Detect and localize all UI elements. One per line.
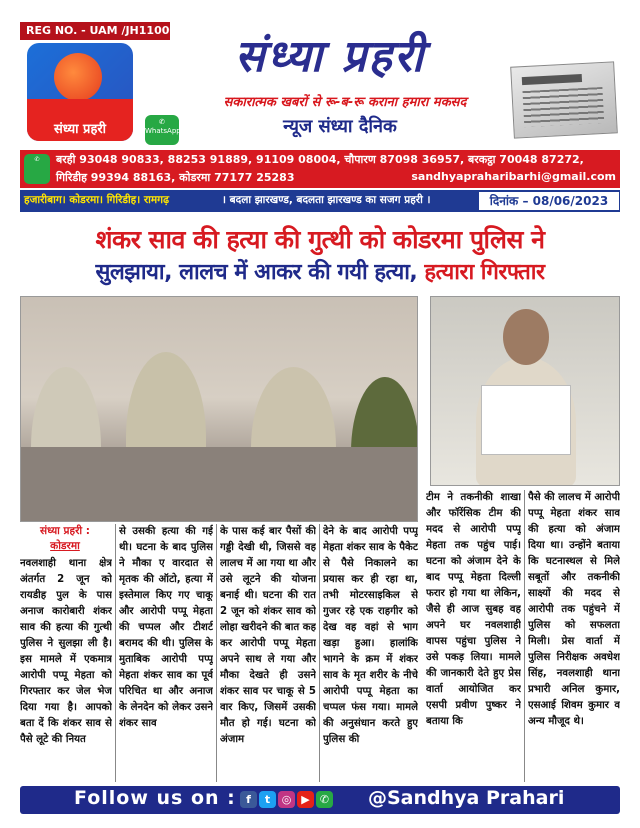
instagram-icon[interactable]: ◎	[278, 791, 295, 808]
whatsapp-footer-icon[interactable]: ✆	[316, 791, 333, 808]
email-address[interactable]: sandhyapraharibarhi@gmail.com	[411, 170, 616, 183]
headline-line-1: शंकर साव की हत्या की गुत्थी को कोडरमा पुलिस ने	[95, 225, 545, 254]
tagline: सकारात्मक खबरों से रू-ब-रू कराना हमारा मकसद	[223, 95, 467, 110]
byline	[20, 524, 110, 554]
whatsapp-label: WhatsApp	[145, 127, 181, 135]
article-column-5: टीम ने तकनीकी शाखा और फॉरेंसिक टीम की मदद से आरोपी पप्पू मेहता तक पहुंच पाई। घटना को अंजाम देने के बाद पप्पू मेहता दिल्ली फरार हो गया था लेकिन, जैसे ही आज सुबह वह अपने घर नवलशाही वापस पहुंचा पुलिस ने उसे पकड़ लिया। मामले की जानकारी देते हुए प्रेस वार्ता आयोजित कर एसपी प्रवीण पुष्कर ने बताया कि	[426, 492, 521, 727]
social-handle[interactable]: @Sandhya Prahari	[368, 787, 565, 809]
whatsapp-icon: ✆ WhatsApp	[145, 115, 179, 145]
article-column-6: पैसे की लालच में आरोपी पप्पू मेहता शंकर साव की हत्या को अंजाम दिया था। उन्होंने बताया कि घटनास्थल से मिले सबूतों और तकनीकी साक्ष्यों की मदद से आरोपी तक पहुंचने में पुलिस को सफलता मिली। प्रेस वार्ता में पुलिस निरीक्षक अवधेश सिंह, नवलशाही थाना प्रभारी अनिल कुमार, एसआई शिवम कुमार व अन्य मौजूद थे।	[528, 492, 620, 727]
phone-numbers-line-1: बरही 93048 90833, 88253 91889, 91109 08004, चौपारण 87098 36957, बरकट्ठा 70048 87272,	[56, 153, 584, 166]
follow-us-label: Follow us on :	[74, 787, 236, 809]
daily-label: न्यूज संध्या दैनिक	[283, 116, 397, 137]
newspaper-icon	[510, 61, 618, 138]
facebook-icon[interactable]: f	[240, 791, 257, 808]
article-column-4: देने के बाद आरोपी पप्पू मेहता शंकर साव के पैकेट से पैसे निकालने का प्रयास कर ही रहा था, तभी मोटरसाइकिल से गुजर रहे एक राहगीर को देख वह वहां से भाग खड़ा हुआ। हालांकि भागने के क्रम में शंकर साव के मृत शरीर के नीचे आरोपी पप्पू मेहता का चप्पल फंस गया। मामले की अनुसंधान करते हुए पुलिस की	[323, 526, 418, 745]
globe-icon	[54, 53, 102, 101]
headline-part-b: हत्यारा गिरफ्तार	[424, 260, 545, 285]
article-column-1: नवलशाही थाना क्षेत्र अंतर्गत 2 जून को रायडीह पुल के पास अनाज कारोबारी शंकर साव की हत्या की गुत्थी पुलिस ने सुलझा ली है। इस मामले में एकमात्र आरोपी पप्पू मेहता को गिरफ्तार कर जेल भेज दिया गया है। आपको बता दें कि शंकर साव से पैसे लूटे की नियत	[20, 558, 112, 745]
newspaper-title: संध्या प्रहरी	[234, 31, 426, 82]
column-divider	[216, 524, 217, 782]
youtube-icon[interactable]: ▶	[297, 791, 314, 808]
accused-photo	[430, 296, 620, 486]
column-divider	[115, 524, 116, 782]
article-column-3: के पास कई बार पैसों की गड्डी देखी थी, जिससे वह लालच में आ गया था और उसे लूटने की योजना बनाई थी। घटना की रात 2 जून को शंकर साव को लोहा खरीदने की बात कह कर आरोपी पप्पू मेहता अपने साथ ले गया और मौका देखते ही उसने शंकर साव पर चाकू से 5 वार किए, जिसमें उसकी मौत हो गई। घटना को अंजाम	[220, 526, 316, 745]
column-divider	[524, 490, 525, 782]
headline-line-2	[20, 256, 620, 286]
issue-date: दिनांक – 08/06/2023	[478, 191, 620, 211]
placard	[481, 385, 571, 455]
logo-text: संध्या प्रहरी	[53, 122, 107, 137]
byline-place: कोडरमा	[50, 540, 80, 552]
twitter-icon[interactable]: t	[259, 791, 276, 808]
edition-places: हजारीबाग। कोडरमा। गिरिडीह। रामगढ़	[24, 194, 169, 206]
press-conference-photo	[20, 296, 418, 522]
sandhya-prahari-logo	[27, 43, 133, 141]
registration-number: REG NO. - UAM /JH110005169	[20, 22, 170, 40]
column-divider	[319, 524, 320, 782]
phone-numbers-line-2: गिरिडीह 99394 88163, कोडरमा 77177 25283	[56, 171, 295, 184]
byline-source: संध्या प्रहरी :	[40, 525, 90, 537]
whatsapp-contact-icon: ✆	[24, 154, 50, 184]
slogan: । बदला झारखण्ड, बदलता झारखण्ड का सजग प्रहरी ।	[222, 194, 431, 206]
article-column-2: से उसकी हत्या की गई थी। घटना के बाद पुलिस ने मौका ए वारदात से मृतक की ऑटो, हत्या में इस्तेमाल किए गए चाकू और आरोपी पप्पू मेहता की चप्पल और टीशर्ट बरामद की थी। पुलिस के मुताबिक आरोपी पप्पू मेहता शंकर साव का पूर्व परिचित था और अनाज के लेनदेन को लेकर उसने शंकर साव	[119, 526, 213, 729]
headline-part-a: सुलझाया, लालच में आकर की गयी हत्या,	[95, 260, 425, 285]
